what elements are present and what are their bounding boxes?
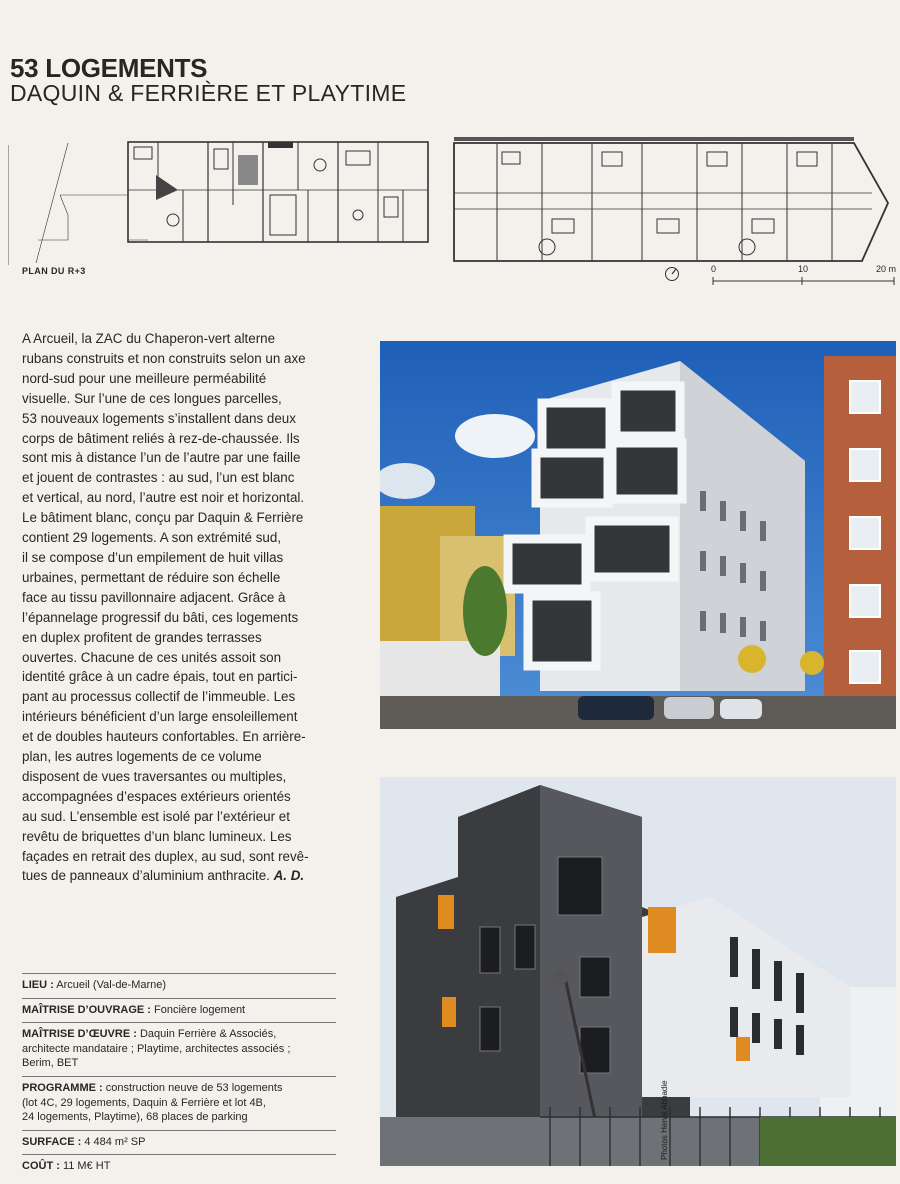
article-title: 53 LOGEMENTS [10, 53, 208, 83]
article-line: façades en retrait des duplex, au sud, sont revê- [22, 848, 309, 864]
fact-programme-value-3: 24 logements, Playtime), 68 places de parking [22, 1111, 248, 1124]
fact-surface [22, 1130, 336, 1155]
article-body [22, 329, 352, 886]
scale-label-end: 20 m [876, 264, 897, 274]
fact-programme-value-2: (lot 4C, 29 logements, Daquin & Ferrière et lot 4B, [22, 1096, 266, 1109]
article-line: en duplex profitent de grandes terrasses [22, 629, 262, 645]
article-line: contient 29 logements. A son extrémité sud, [22, 530, 282, 546]
article-line [22, 866, 352, 886]
fact-programme-value-1: construction neuve de 53 logements [102, 1081, 283, 1094]
article-line: au sud. L’ensemble est isolé par l’extérieur et [22, 808, 290, 824]
article-signature: A. D. [273, 868, 305, 884]
fact-ouvrage [22, 998, 336, 1023]
fact-cout-value: 11 M€ HT [59, 1160, 111, 1173]
article-subtitle: DAQUIN & FERRIÈRE ET PLAYTIME [10, 80, 407, 106]
fact-cout-key: COÛT : [22, 1160, 60, 1173]
article-line: face au tissu pavillonnaire adjacent. Grâce à [22, 589, 286, 605]
article-line: A Arcueil, la ZAC du Chaperon-vert alterne [22, 331, 276, 346]
fact-lieu-value: Arcueil (Val-de-Marne) [53, 979, 167, 991]
article-line: rubans construits et non construits selon un axe [22, 350, 306, 366]
article-line: disposent de vues traversantes ou multiples, [22, 768, 287, 784]
fact-oeuvre [22, 1022, 336, 1076]
fact-oeuvre-value-1: Daquin Ferrière & Associés, [136, 1028, 277, 1041]
article-line: et jouent de contrastes : au sud, l’un est blanc [22, 470, 295, 486]
fact-oeuvre-key: MAÎTRISE D’ŒUVRE : [22, 1028, 137, 1041]
article-line: sont mis à distance l’un de l’autre par une faille [22, 450, 301, 466]
article-line: accompagnées d’espaces extérieurs orientés [22, 788, 291, 804]
article-line: urbaines, permettant de réduire son échelle [22, 569, 281, 585]
article-line: intérieurs bénéficient d’un large ensoleillement [22, 709, 298, 725]
photo-credit: Photos Hervé Abbadie [660, 1080, 669, 1160]
floor-plan-left [8, 135, 434, 265]
article-line: Le bâtiment blanc, conçu par Daquin & Ferrière [22, 510, 304, 526]
scale-label-mid: 10 [798, 264, 809, 274]
scale-label-zero: 0 [711, 264, 717, 274]
fact-oeuvre-value-2: architecte mandataire ; Playtime, architectes associés ; [22, 1042, 291, 1055]
fact-programme-key: PROGRAMME : [22, 1081, 103, 1094]
article-line: corps de bâtiment reliés à rez-de-chaussée. Ils [22, 430, 300, 446]
project-facts [22, 973, 336, 1179]
article-line-text: tues de panneaux d’aluminium anthracite. [22, 868, 270, 884]
article-line: plan, les autres logements de ce volume [22, 749, 262, 765]
article-line: 53 nouveaux logements s’installent dans deux [22, 410, 296, 426]
article-line: nord-sud pour une meilleure perméabilité [22, 370, 267, 386]
article-line: ouvertes. Chacune de ces unités assoit son [22, 649, 282, 665]
scale-bar [708, 264, 898, 288]
article-line: l’épannelage progressif du bâti, ces logements [22, 609, 299, 625]
article-line: et vertical, au nord, l’autre est noir et horizontal. [22, 490, 305, 506]
article-line: pant au processus collectif de l’immeuble. Les [22, 689, 296, 705]
fact-surface-key: SURFACE : [22, 1135, 82, 1148]
fact-lieu-key: LIEU : [22, 979, 54, 991]
article-line: et de doubles hauteurs confortables. En arrière- [22, 729, 306, 745]
fact-ouvrage-key: MAÎTRISE D’OUVRAGE : [22, 1003, 151, 1016]
article-line: il se compose d’un empilement de huit villas [22, 549, 284, 565]
fact-surface-value: 4 484 m² SP [81, 1135, 146, 1148]
article-line: identité grâce à un cadre épais, tout en partici- [22, 669, 298, 685]
fact-lieu [22, 973, 336, 998]
fact-cout [22, 1154, 336, 1179]
fact-programme [22, 1076, 336, 1130]
photo-white-building [380, 341, 896, 729]
fact-ouvrage-value: Foncière logement [150, 1003, 246, 1016]
photo-dark-building [380, 777, 896, 1166]
north-arrow-icon [664, 266, 680, 282]
fact-oeuvre-value-3: Berim, BET [22, 1057, 79, 1070]
article-line: revêtu de briquettes d’un blanc lumineux. Les [22, 828, 292, 844]
plan-caption: PLAN DU R+3 [22, 266, 86, 276]
floor-plan-right [452, 137, 890, 263]
article-line: visuelle. Sur l’une de ces longues parcelles, [22, 390, 282, 406]
